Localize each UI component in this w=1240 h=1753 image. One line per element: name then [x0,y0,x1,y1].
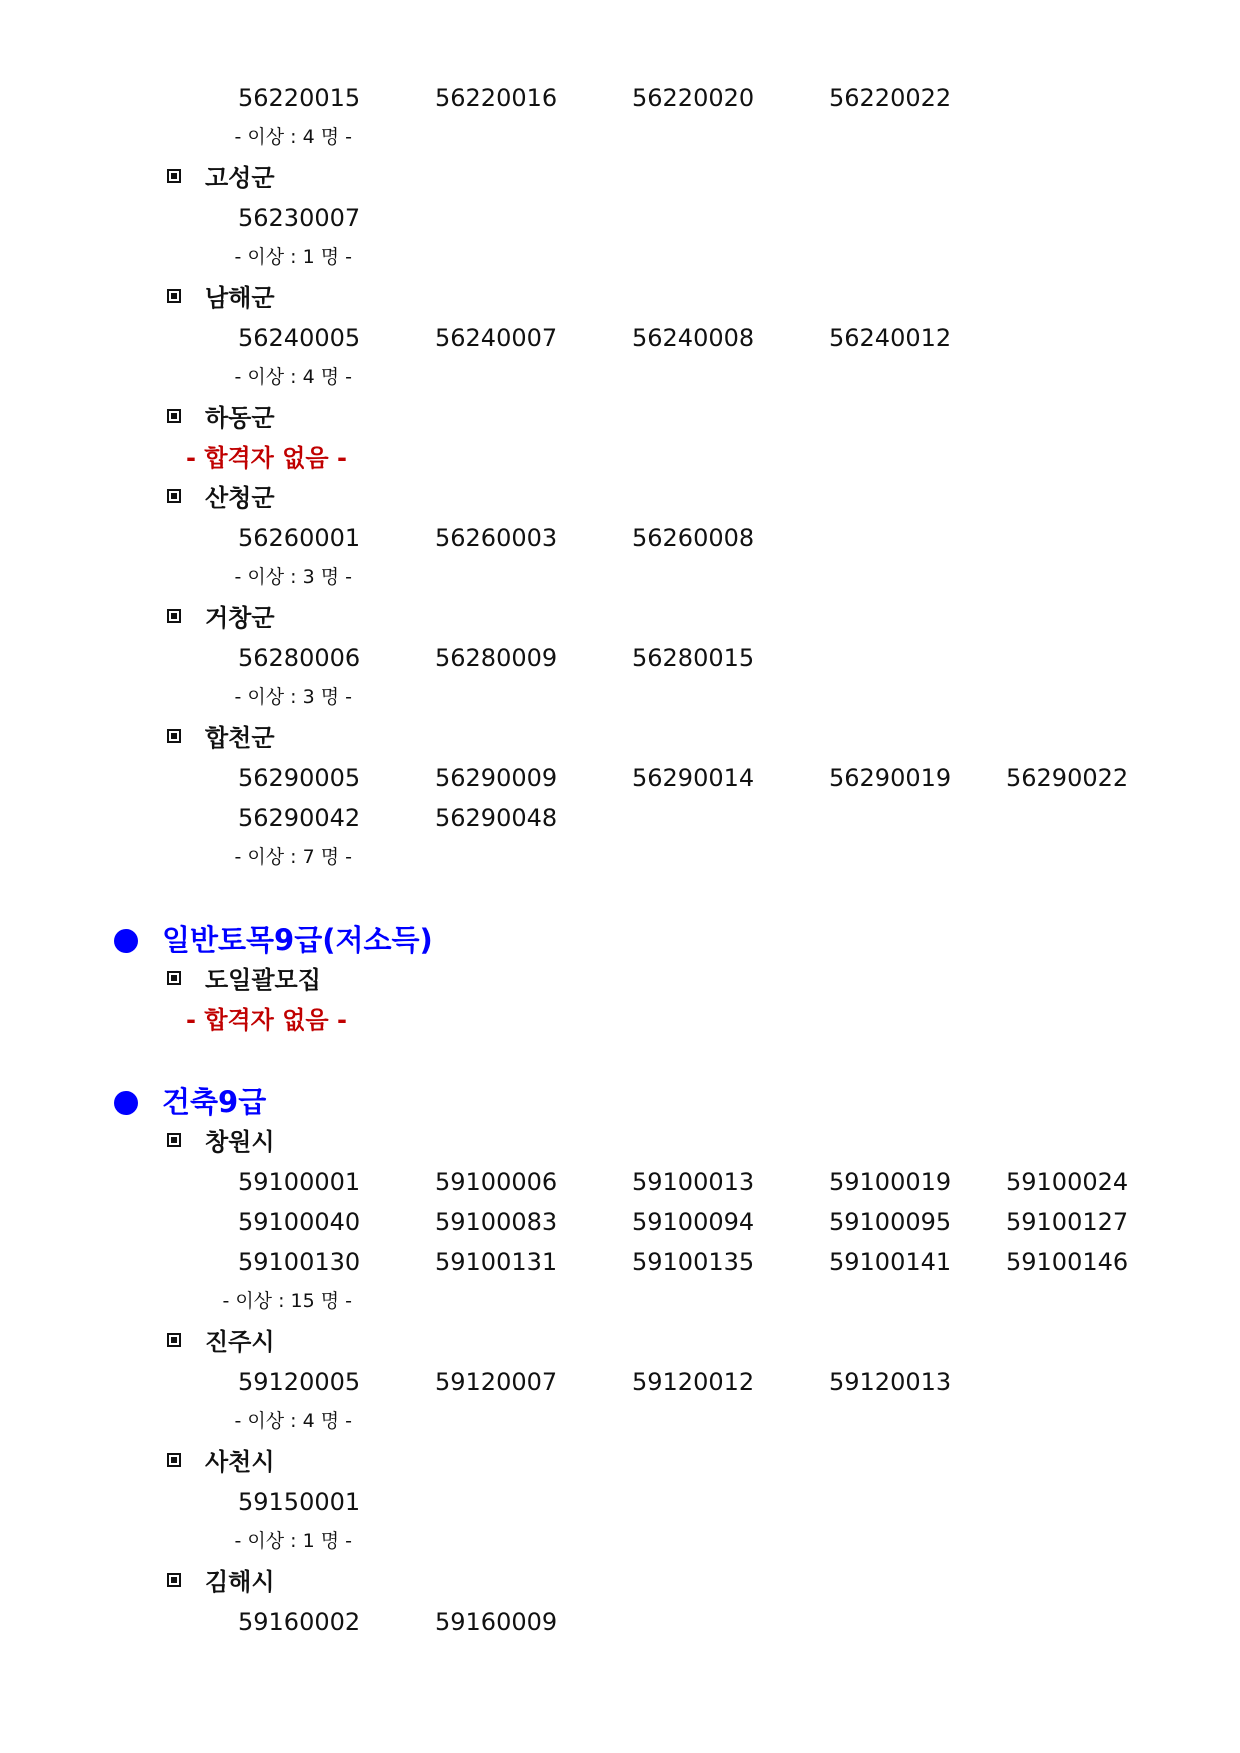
applicant-number: 59100006 [435,1168,558,1196]
bullet-dot-icon [114,1091,138,1115]
applicant-number: 56290005 [238,764,361,792]
applicant-number: 56240012 [829,324,952,352]
region-name: 남해군 [205,284,275,312]
region-heading [0,718,1240,758]
region-name: 고성군 [205,164,275,192]
region-name: 진주시 [205,1328,275,1356]
number-row [0,638,1240,678]
applicant-number: 56220020 [632,84,755,112]
applicant-number: 59100001 [238,1168,361,1196]
count-row [0,558,1240,598]
applicant-number: 59100095 [829,1208,952,1236]
region-heading [0,278,1240,318]
no-pass-row [0,438,1240,478]
square-bullet-icon [167,489,181,503]
region-heading [0,478,1240,518]
no-pass-row [0,1000,1240,1040]
applicant-number: 56290014 [632,764,755,792]
count-row [0,118,1240,158]
count-row [0,238,1240,278]
count-row [0,1522,1240,1562]
pass-count: - 이상 : 3 명 - [234,686,352,708]
applicant-number: 56260008 [632,524,755,552]
applicant-number: 59120005 [238,1368,361,1396]
applicant-number: 59100131 [435,1248,558,1276]
region-heading [0,960,1240,1000]
region-name: 산청군 [205,484,275,512]
count-row [0,1282,1240,1322]
square-bullet-icon [167,1333,181,1347]
pass-count: - 이상 : 1 명 - [234,246,352,268]
square-bullet-icon [167,1133,181,1147]
applicant-number: 56220015 [238,84,361,112]
number-row [0,798,1240,838]
applicant-number: 59100040 [238,1208,361,1236]
pass-count: - 이상 : 4 명 - [234,1410,352,1432]
region-name: 사천시 [205,1448,275,1476]
applicant-number: 56290022 [1006,764,1129,792]
applicant-number: 59120012 [632,1368,755,1396]
pass-count: - 이상 : 3 명 - [234,566,352,588]
applicant-number: 59100019 [829,1168,952,1196]
number-row [0,1242,1240,1282]
applicant-number: 56290042 [238,804,361,832]
applicant-number: 59160009 [435,1608,558,1636]
number-row [0,1482,1240,1522]
number-row [0,78,1240,118]
pass-count: - 이상 : 4 명 - [234,366,352,388]
region-heading [0,1562,1240,1602]
applicant-number: 59100024 [1006,1168,1129,1196]
region-name: 도일괄모집 [205,966,321,994]
applicant-number: 56240008 [632,324,755,352]
region-heading [0,598,1240,638]
square-bullet-icon [167,1573,181,1587]
number-row [0,758,1240,798]
number-row [0,1202,1240,1242]
pass-count: - 이상 : 7 명 - [234,846,352,868]
applicant-number: 56260003 [435,524,558,552]
no-pass-notice: - 합격자 없음 - [186,1006,347,1034]
pass-count: - 이상 : 15 명 - [222,1290,352,1312]
no-pass-notice: - 합격자 없음 - [186,444,347,472]
region-name: 하동군 [205,404,275,432]
number-row [0,518,1240,558]
square-bullet-icon [167,289,181,303]
bullet-dot-icon [114,929,138,953]
applicant-number: 59100146 [1006,1248,1129,1276]
applicant-number: 59120007 [435,1368,558,1396]
count-row [0,678,1240,718]
region-heading [0,1322,1240,1362]
region-heading [0,398,1240,438]
applicant-number: 56240007 [435,324,558,352]
applicant-number: 59120013 [829,1368,952,1396]
applicant-number: 56290019 [829,764,952,792]
number-row [0,318,1240,358]
applicant-number: 59160002 [238,1608,361,1636]
applicant-number: 56260001 [238,524,361,552]
applicant-number: 56290048 [435,804,558,832]
region-name: 거창군 [205,604,275,632]
square-bullet-icon [167,169,181,183]
square-bullet-icon [167,1453,181,1467]
applicant-number: 56280009 [435,644,558,672]
applicant-number: 56220022 [829,84,952,112]
region-name: 합천군 [205,724,275,752]
count-row [0,1402,1240,1442]
number-row [0,198,1240,238]
section-title: 일반토목9급(저소득) [162,923,433,957]
section-title: 건축9급 [162,1085,267,1119]
applicant-number: 59100141 [829,1248,952,1276]
number-row [0,1362,1240,1402]
applicant-number: 59100130 [238,1248,361,1276]
applicant-number: 59100013 [632,1168,755,1196]
square-bullet-icon [167,409,181,423]
count-row [0,358,1240,398]
region-name: 창원시 [205,1128,275,1156]
applicant-number: 59100083 [435,1208,558,1236]
region-heading [0,1122,1240,1162]
applicant-number: 59100094 [632,1208,755,1236]
document-page [0,78,1240,1642]
applicant-number: 59100135 [632,1248,755,1276]
square-bullet-icon [167,729,181,743]
count-row [0,838,1240,878]
region-heading [0,158,1240,198]
square-bullet-icon [167,971,181,985]
applicant-number: 56290009 [435,764,558,792]
applicant-number: 56230007 [238,204,361,232]
applicant-number: 56280006 [238,644,361,672]
applicant-number: 56240005 [238,324,361,352]
section-heading [0,920,1240,960]
number-row [0,1162,1240,1202]
pass-count: - 이상 : 4 명 - [234,126,352,148]
region-heading [0,1442,1240,1482]
square-bullet-icon [167,609,181,623]
applicant-number: 56220016 [435,84,558,112]
section-heading [0,1082,1240,1122]
applicant-number: 59100127 [1006,1208,1129,1236]
applicant-number: 56280015 [632,644,755,672]
pass-count: - 이상 : 1 명 - [234,1530,352,1552]
number-row [0,1602,1240,1642]
region-name: 김해시 [205,1568,275,1596]
applicant-number: 59150001 [238,1488,361,1516]
